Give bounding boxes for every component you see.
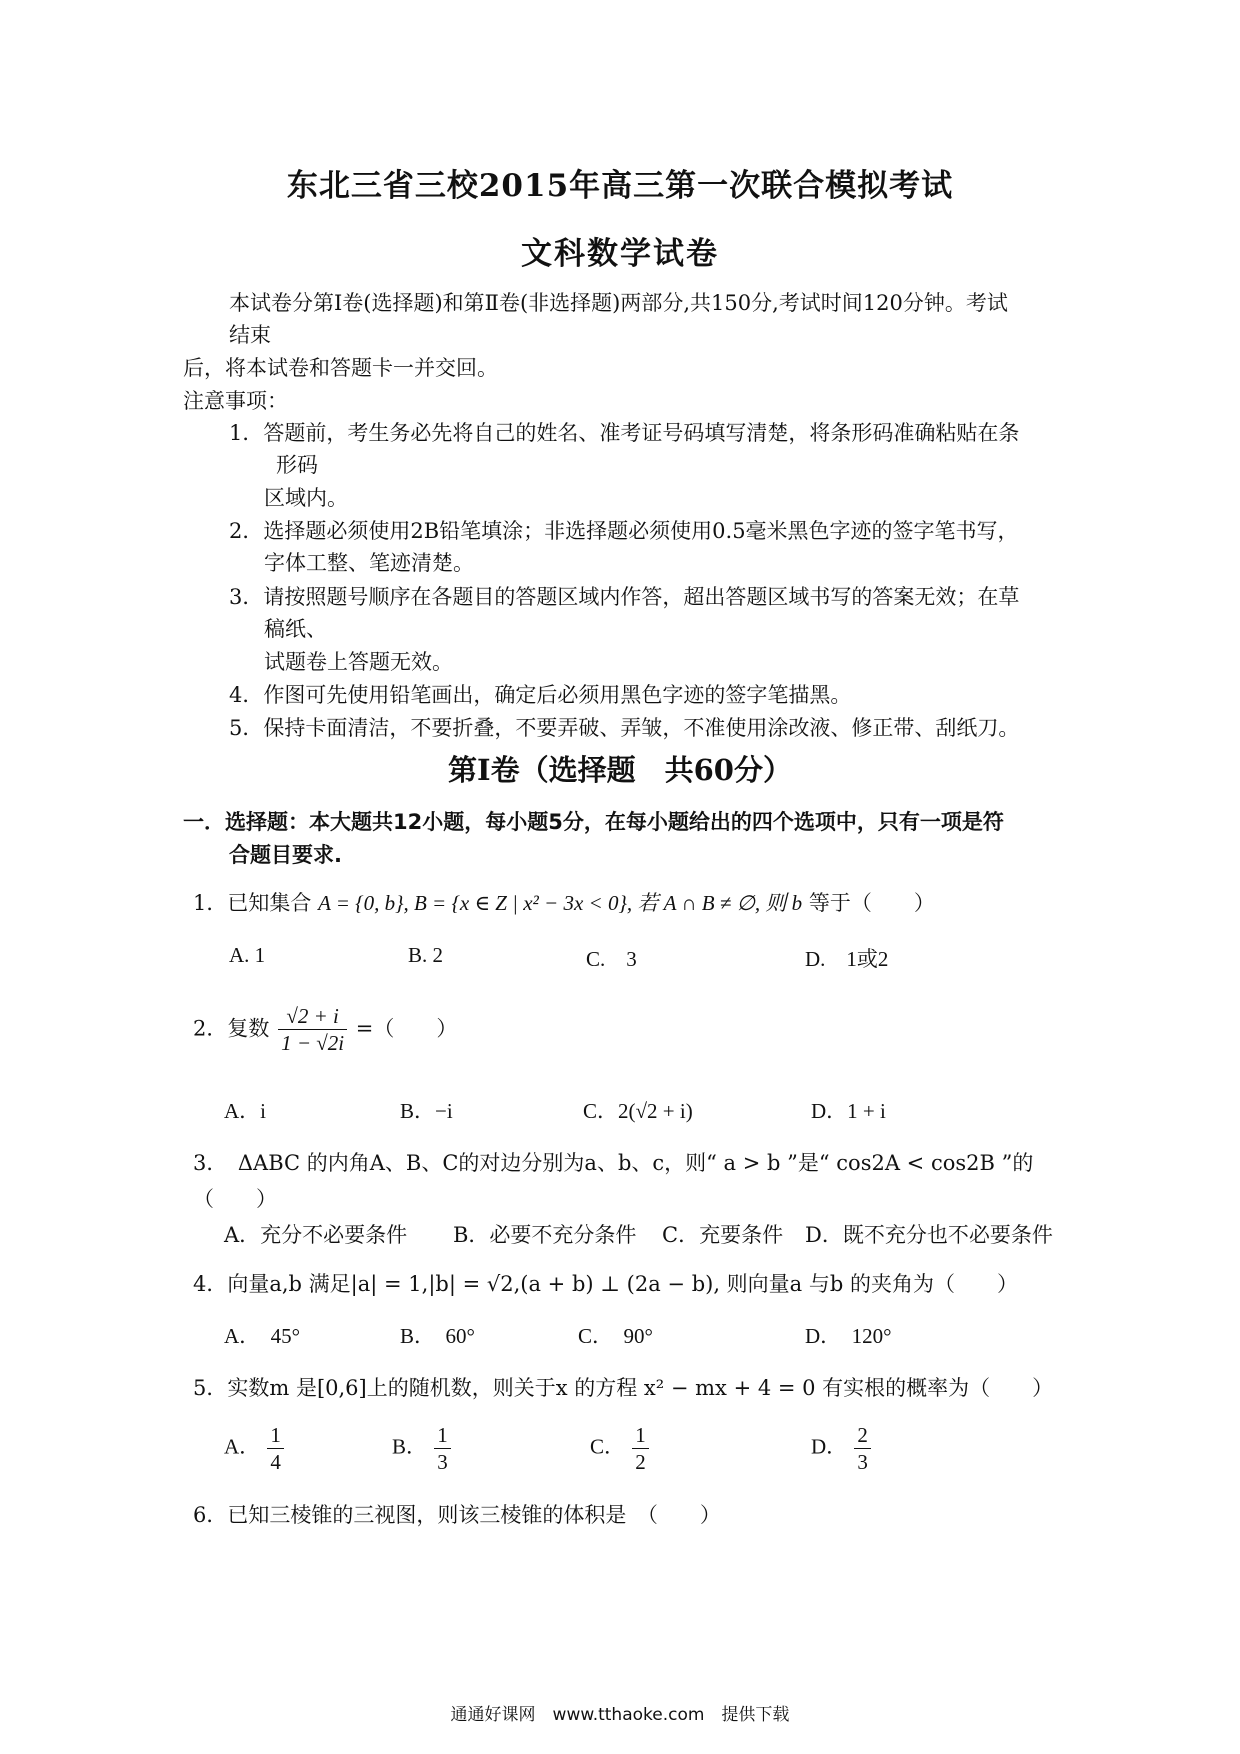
footer-source: 通通好课网 www.tthaoke.com 提供下载 <box>450 1705 790 1725</box>
q2-option-a: A．i <box>224 1099 266 1123</box>
intro-line-1: 本试卷分第Ⅰ卷(选择题)和第Ⅱ卷(非选择题)两部分,共150分,考试时间120分钟。考试 <box>229 291 1008 315</box>
note-3-line-2: 稿纸、 <box>264 617 327 641</box>
q5-option-d-den: 3 <box>857 1450 868 1475</box>
q5-option-b-den: 3 <box>437 1450 448 1475</box>
q5-option-d <box>811 1422 873 1476</box>
q3-option-c: C．充要条件 <box>662 1223 784 1247</box>
q1-option-a: A. 1 <box>229 943 266 967</box>
q2-fraction <box>278 1003 347 1057</box>
note-1-line-1: 1．答题前，考生务必先将自己的姓名、准考证号码填写清楚，将条形码准确粘贴在条 <box>229 421 1020 445</box>
q2-option-c: C．2(√2 + i) <box>583 1099 693 1123</box>
q2-fraction-numerator: √2 + i <box>278 1003 347 1030</box>
q2-fraction-denominator: 1 − √2i <box>281 1031 345 1056</box>
q5-option-c-num: 1 <box>632 1422 649 1449</box>
question-3-line-2: （ ） <box>193 1187 277 1211</box>
q1-math: A = {0, b}, B = {x ∈ Z | x² − 3x < 0}, 若 A ∩ B ≠ ∅, 则 b <box>318 891 803 915</box>
q3-option-a: A．充分不必要条件 <box>224 1223 408 1247</box>
q5-option-a-label: A． <box>224 1434 261 1459</box>
q2-prefix: 2．复数 <box>193 1016 270 1041</box>
q4-option-c: C． 90° <box>578 1324 653 1348</box>
q1-suffix: 等于（ ） <box>808 891 935 915</box>
q5-option-c-label: C． <box>590 1434 626 1459</box>
section-title: 第Ⅰ卷（选择题 共60分） <box>448 753 792 787</box>
q5-option-c-den: 2 <box>635 1450 646 1475</box>
q5-option-a-den: 4 <box>270 1450 281 1475</box>
q5-option-d-label: D． <box>811 1434 848 1459</box>
question-6: 6．已知三棱锥的三视图，则该三棱锥的体积是 （ ） <box>193 1503 721 1527</box>
question-4: 4．向量a,b 满足|a| = 1,|b| = √2,(a + b) ⊥ (2a − b), 则向量a 与b 的夹角为（ ） <box>193 1272 1018 1296</box>
q5-option-b-label: B． <box>392 1434 428 1459</box>
q5-option-c-fraction <box>632 1422 649 1476</box>
q1-option-d: D. 1或2 <box>805 947 889 971</box>
q5-option-b-num: 1 <box>434 1422 451 1449</box>
question-3-line-1: 3． ΔABC 的内角A、B、C的对边分别为a、b、c，则“ a > b ”是“ cos2A < cos2B ”的 <box>193 1151 1034 1175</box>
q1-prefix: 1．已知集合 <box>193 891 312 915</box>
q4-option-b: B． 60° <box>400 1324 475 1348</box>
q3-option-b: B．必要不充分条件 <box>453 1223 637 1247</box>
question-5: 5．实数m 是[0,6]上的随机数，则关于x 的方程 x² − mx + 4 = 0 有实根的概率为（ ） <box>193 1376 1054 1400</box>
intro-line-3: 后，将本试卷和答题卡一并交回。 <box>183 356 498 380</box>
q1-option-b: B. 2 <box>408 943 444 967</box>
q5-option-a <box>224 1422 286 1476</box>
q3-option-d: D．既不充分也不必要条件 <box>805 1223 1053 1247</box>
note-2-line-1: 2．选择题必须使用2B铅笔填涂；非选择题必须使用0.5毫米黑色字迹的签字笔书写， <box>229 519 1019 543</box>
q2-option-d: D．1 + i <box>811 1099 886 1123</box>
note-2-line-2: 字体工整、笔迹清楚。 <box>264 551 474 575</box>
section-instruction-line-1: 一．选择题：本大题共12小题，每小题5分，在每小题给出的四个选项中，只有一项是符 <box>183 810 1004 834</box>
q5-option-a-fraction <box>267 1422 284 1476</box>
note-3-line-1: 3．请按照题号顺序在各题目的答题区域内作答，超出答题区域书写的答案无效；在草 <box>229 585 1020 609</box>
notes-heading: 注意事项： <box>183 389 288 413</box>
q5-option-d-num: 2 <box>854 1422 871 1449</box>
exam-title: 东北三省三校2015年高三第一次联合模拟考试 <box>286 168 954 204</box>
q4-option-d: D． 120° <box>805 1324 892 1348</box>
question-2 <box>193 1003 457 1057</box>
note-4: 4．作图可先使用铅笔画出，确定后必须用黑色字迹的签字笔描黑。 <box>229 683 852 707</box>
q5-option-b-fraction <box>434 1422 451 1476</box>
note-1-line-3: 区域内。 <box>264 486 348 510</box>
q2-suffix: =（ ） <box>355 1016 458 1041</box>
q5-option-d-fraction <box>854 1422 871 1476</box>
q5-option-b <box>392 1422 453 1476</box>
q2-option-b: B．−i <box>400 1099 453 1123</box>
q5-option-c <box>590 1422 651 1476</box>
q5-option-a-num: 1 <box>267 1422 284 1449</box>
question-1 <box>193 887 935 917</box>
q1-option-c: C. 3 <box>586 947 637 971</box>
note-1-line-2: 形码 <box>276 453 318 477</box>
exam-subtitle: 文科数学试卷 <box>521 236 719 272</box>
note-5: 5．保持卡面清洁，不要折叠，不要弄破、弄皱，不准使用涂改液、修正带、刮纸刀。 <box>229 716 1020 740</box>
intro-line-2: 结束 <box>229 323 271 347</box>
note-3-line-3: 试题卷上答题无效。 <box>264 650 453 674</box>
section-instruction-line-2: 合题目要求. <box>229 843 342 867</box>
q4-option-a: A． 45° <box>224 1324 301 1348</box>
